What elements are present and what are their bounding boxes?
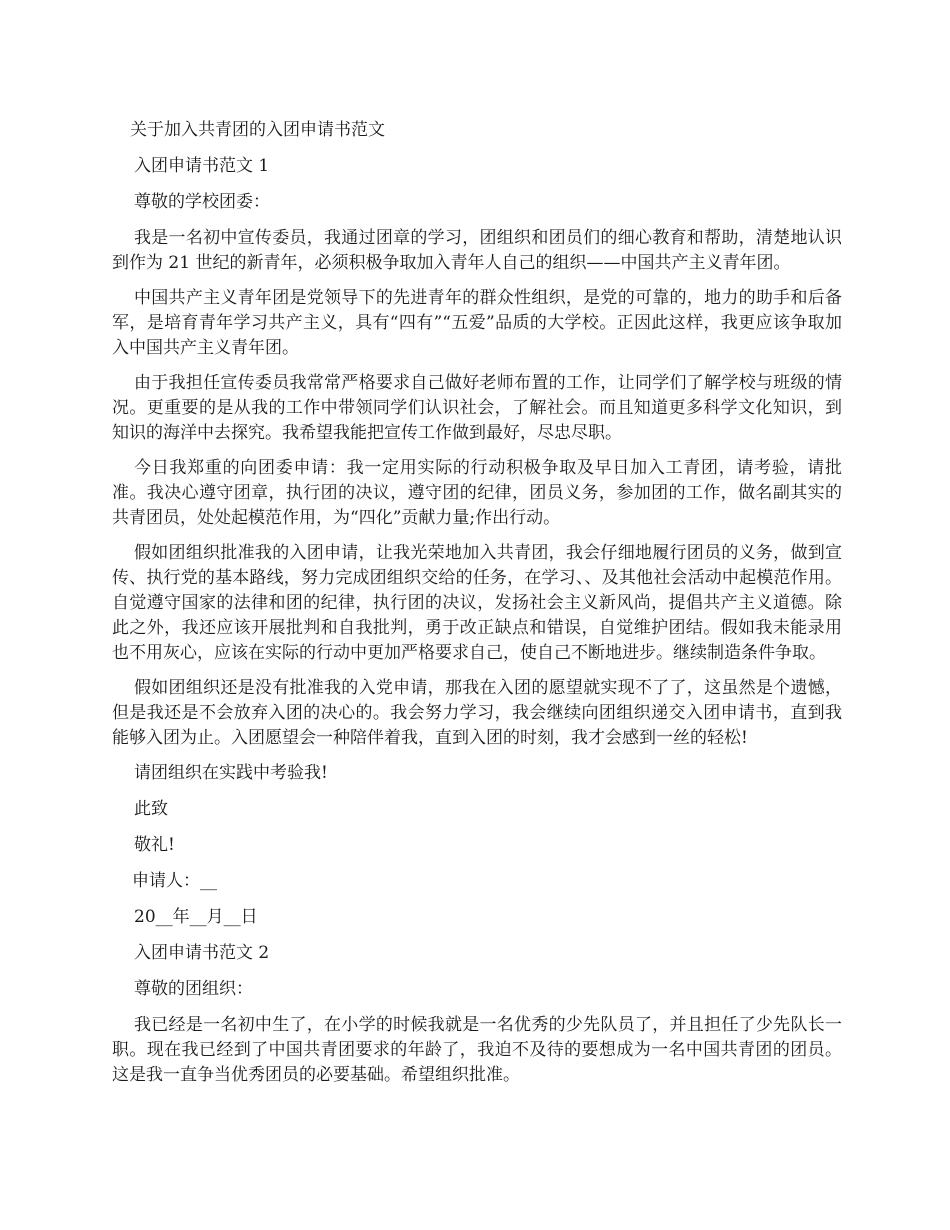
document-page	[112, 118, 842, 1098]
body-paragraph: 假如团组织还是没有批准我的入党申请，那我在入团的愿望就实现不了了，这虽然是个遗憾，但是我还是不会放弃入团的决心的。我会努力学习，我会继续向团组织递交入团申请书，直到我能够入团为止。入团愿望会一种陪伴着我，直到入团的时刻，我才会感到一丝的轻松!	[112, 678, 842, 748]
closing-line-2: 敬礼!	[134, 835, 175, 855]
body-paragraph: 我已经是一名初中生了，在小学的时候我就是一名优秀的少先队员了，并且担任了少先队长一职。现在我已经到了中国共青团要求的年龄了，我迫不及待的要想成为一名中国共青团的团员。这是我一直争当优秀团员的必要基础。希望组织批准。	[112, 1015, 842, 1085]
body-paragraph: 我是一名初中宣传委员，我通过团章的学习，团组织和团员们的细心教育和帮助，清楚地认识到作为 21 世纪的新青年，必须积极争取加入青年人自己的组织——中国共产主义青年团。	[112, 228, 842, 273]
body-paragraph: 今日我郑重的向团委申请：我一定用实际的行动积极争取及早日加入工青团，请考验，请批准。我决心遵守团章，执行团的决议，遵守团的纪律，团员义务，参加团的工作，做名副其实的共青团员，处处起模范作用，为“四化”贡献力量;作出行动。	[112, 458, 842, 528]
document-title: 关于加入共青团的入团申请书范文	[130, 120, 385, 140]
salutation-1: 尊敬的学校团委：	[134, 192, 270, 212]
applicant-line: 申请人：__	[132, 871, 217, 891]
body-paragraph: 假如团组织批准我的入团申请，让我光荣地加入共青团，我会仔细地履行团员的义务，做到宣传、执行党的基本路线，努力完成团组织交给的任务，在学习、、及其他社会活动中起模范作用。自觉遵守国家的法律和团的纪律，执行团的决议，发扬社会主义新风尚，提倡共产主义道德。除此之外，我还应该开展批判和自我批判，勇于改正缺点和错误，自觉维护团结。假如我未能录用也不用灰心，应该在实际的行动中更加严格要求自己，使自己不断地进步。继续制造条件争取。	[112, 543, 842, 663]
body-paragraph: 由于我担任宣传委员我常常严格要求自己做好老师布置的工作，让同学们了解学校与班级的情况。更重要的是从我的工作中带领同学们认识社会，了解社会。而且知道更多科学文化知识，到知识的海洋中去探究。我希望我能把宣传工作做到最好，尽忠尽职。	[112, 373, 842, 443]
section-heading-1: 入团申请书范文 1	[134, 156, 270, 176]
date-line: 20__年__月__日	[134, 907, 258, 927]
body-paragraph: 中国共产主义青年团是党领导下的先进青年的群众性组织，是党的可靠的，地力的助手和后备军，是培育青年学习共产主义，具有“四有”“五爱”品质的大学校。正因此这样，我更应该争取加入中国共产主义青年团。	[112, 288, 842, 358]
section-heading-2: 入团申请书范文 2	[134, 943, 270, 963]
closing-line-1: 此致	[134, 799, 168, 819]
closing-request: 请团组织在实践中考验我!	[134, 763, 328, 783]
salutation-2: 尊敬的团组织：	[134, 979, 253, 999]
